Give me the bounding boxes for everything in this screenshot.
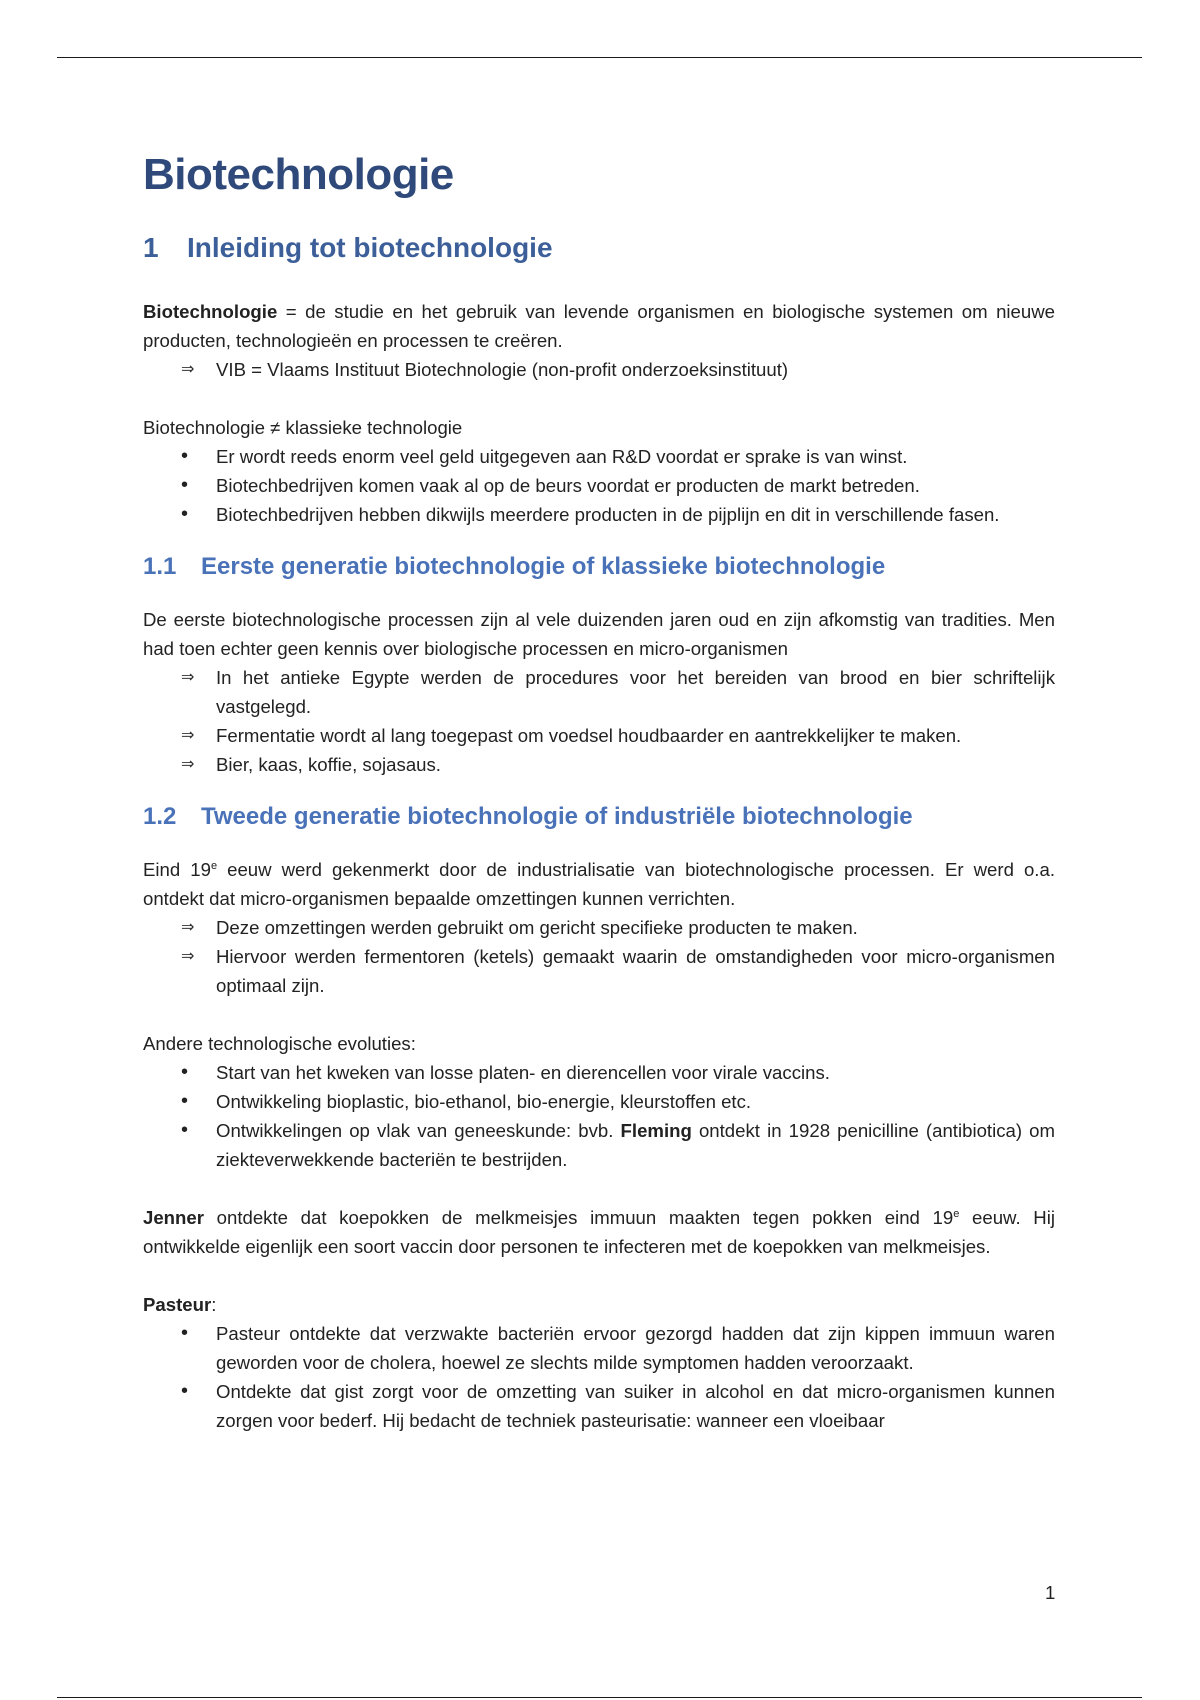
list-item <box>143 1319 1055 1377</box>
arrow-icon: ⇒ <box>181 669 195 686</box>
evolutions-list <box>143 1058 1055 1174</box>
arrow-icon: ⇒ <box>181 919 195 936</box>
section-1-title: Inleiding tot biotechnologie <box>187 232 553 263</box>
jenner-paragraph <box>143 1203 1055 1261</box>
page-number: 1 <box>1045 1582 1056 1603</box>
arrow-icon: ⇒ <box>181 948 195 965</box>
section-1-2-heading <box>143 799 1055 835</box>
list-item-text: VIB = Vlaams Instituut Biotechnologie (non-profit onderzoeksinstituut) <box>216 359 789 380</box>
arrow-icon: ⇒ <box>181 756 195 773</box>
document-page <box>143 140 1055 1435</box>
section-1-2-title: Tweede generatie biotechnologie of industriële biotechnologie <box>201 803 913 830</box>
paragraph-text: ontdekte dat koepokken de melkmeisjes immuun maakten tegen pokken eind 19 <box>203 1207 954 1228</box>
list-item-text: Ontwikkeling bioplastic, bio-ethanol, bio-energie, kleurstoffen etc. <box>216 1091 752 1112</box>
list-item <box>143 663 1055 721</box>
list-item-text: Biotechbedrijven hebben dikwijls meerdere producten in de pijplijn en dit in verschillende fasen. <box>216 504 1000 525</box>
intro-term: Biotechnologie <box>143 301 278 322</box>
bullet-icon: • <box>181 474 189 496</box>
section-1-heading <box>143 228 1055 268</box>
section-1-number: 1 <box>143 232 159 263</box>
superscript: e <box>953 1207 960 1220</box>
list-item <box>143 1116 1055 1174</box>
bullet-icon: • <box>181 1090 189 1112</box>
jenner-name: Jenner <box>143 1207 204 1228</box>
bullet-icon: • <box>181 1322 189 1344</box>
list-item-text: Ontwikkelingen op vlak van geneeskunde: bvb. <box>216 1120 621 1141</box>
list-item-text: Bier, kaas, koffie, sojasaus. <box>216 754 441 775</box>
list-item-text: Fermentatie wordt al lang toegepast om voedsel houdbaarder en aantrekkelijker te maken. <box>216 725 962 746</box>
document-title: Biotechnologie <box>143 150 454 199</box>
bullet-icon: • <box>181 445 189 467</box>
list-item <box>143 471 1055 500</box>
list-item-text: Ontdekte dat gist zorgt voor de omzetting van suiker in alcohol en dat micro-organismen kunnen zorgen voor bederf. Hij bedacht de techniek pasteurisatie: wanneer een vloeibaar <box>216 1381 1055 1431</box>
list-item <box>143 500 1055 529</box>
pasteur-heading <box>143 1290 1055 1319</box>
section-1-1-arrow-list <box>143 663 1055 779</box>
list-item <box>143 1377 1055 1435</box>
evolutions-heading: Andere technologische evoluties: <box>143 1033 416 1054</box>
section-1-1-number: 1.1 <box>143 553 177 580</box>
paragraph-text: eeuw werd gekenmerkt door de industrialisatie van biotechnologische processen. Er werd o.a. ontdekt dat micro-organismen bepaalde omzettingen kunnen verrichten. <box>143 859 1055 909</box>
section-1-2-paragraph <box>143 855 1055 913</box>
list-item-text: Deze omzettingen werden gebruikt om gericht specifieke producten te maken. <box>216 917 858 938</box>
list-item-text: In het antieke Egypte werden de procedures voor het bereiden van brood en bier schriftelijk vastgelegd. <box>216 667 1055 717</box>
list-item <box>143 750 1055 779</box>
intro-arrow-list <box>143 355 1055 384</box>
list-item-text: Er wordt reeds enorm veel geld uitgegeven aan R&D voordat er sprake is van winst. <box>216 446 908 467</box>
list-item-text: Hiervoor werden fermentoren (ketels) gemaakt waarin de omstandigheden voor micro-organismen optimaal zijn. <box>216 946 1055 996</box>
section-1-2-number: 1.2 <box>143 803 177 830</box>
section-1-2-arrow-list <box>143 913 1055 1000</box>
list-item-text: ontdekt in 1928 penicilline (antibiotica) om ziekteverwekkende bacteriën te bestrijden. <box>216 1120 1055 1170</box>
header-rule <box>57 57 1142 58</box>
list-item <box>143 1087 1055 1116</box>
intro-definition-text: = de studie en het gebruik van levende organismen en biologische systemen om nieuwe producten, technologieën en processen te creëren. <box>143 301 1055 351</box>
list-item-text: Start van het kweken van losse platen- en dierencellen voor virale vaccins. <box>216 1062 830 1083</box>
paragraph-text: eeuw. Hij ontwikkelde eigenlijk een soort vaccin door personen te infecteren met de koepokken van melkmeisjes. <box>143 1207 1055 1257</box>
pasteur-list <box>143 1319 1055 1435</box>
list-item <box>143 1058 1055 1087</box>
bullet-icon: • <box>181 503 189 525</box>
paragraph-text: Eind 19 <box>143 859 211 880</box>
superscript: e <box>210 859 218 872</box>
list-item <box>143 913 1055 942</box>
list-item <box>143 942 1055 1000</box>
list-item-text: Biotechbedrijven komen vaak al op de beurs voordat er producten de markt betreden. <box>216 475 920 496</box>
list-item <box>143 442 1055 471</box>
list-item-text: Pasteur ontdekte dat verzwakte bacteriën ervoor gezorgd hadden dat zijn kippen immuun waren geworden voor de cholera, hoewel ze slechts milde symptomen hadden veroorzaakt. <box>216 1323 1055 1373</box>
contrast-list <box>143 442 1055 529</box>
bullet-icon: • <box>181 1119 189 1141</box>
list-item <box>143 355 1055 384</box>
pasteur-colon: : <box>211 1294 217 1315</box>
contrast-heading: Biotechnologie ≠ klassieke technologie <box>143 417 463 438</box>
section-1-1-heading <box>143 549 1055 585</box>
arrow-icon: ⇒ <box>181 361 195 378</box>
section-1-1-title: Eerste generatie biotechnologie of klassieke biotechnologie <box>201 553 886 580</box>
pasteur-name: Pasteur <box>143 1294 212 1315</box>
footer-rule <box>57 1697 1142 1698</box>
list-item <box>143 721 1055 750</box>
arrow-icon: ⇒ <box>181 727 195 744</box>
bullet-icon: • <box>181 1380 189 1402</box>
bullet-icon: • <box>181 1061 189 1083</box>
section-1-1-paragraph: De eerste biotechnologische processen zijn al vele duizenden jaren oud en zijn afkomstig van tradities. Men had toen echter geen kennis over biologische processen en micro-organismen <box>143 609 1055 659</box>
intro-definition <box>143 297 1055 355</box>
fleming-name: Fleming <box>620 1120 692 1141</box>
